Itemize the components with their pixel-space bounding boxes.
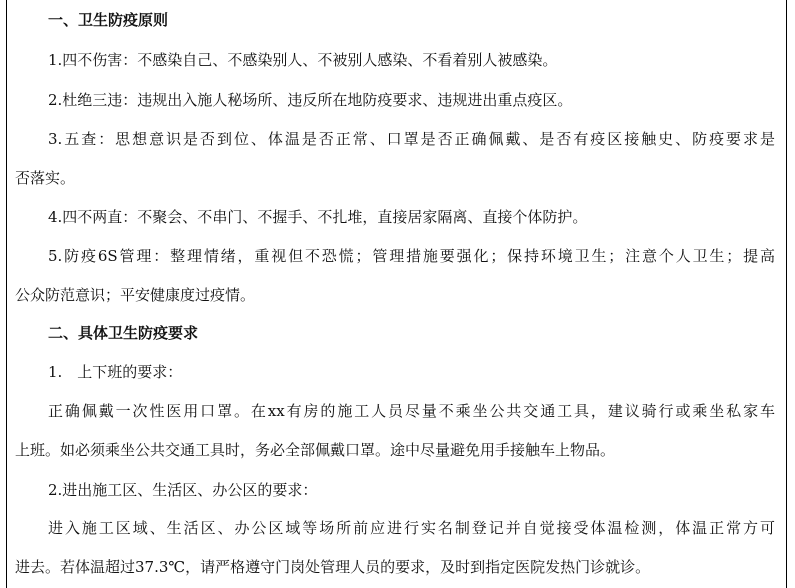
requirement-commute-para-line2: 上班。如必须乘坐公共交通工具时，务必全部佩戴口罩。途中尽量避免用手接触车上物品。 xyxy=(15,441,616,459)
requirement-commute-para-line1: 正确佩戴一次性医用口罩。在xx有房的施工人员尽量不乘坐公共交通工具，建议骑行或乘坐私家车 xyxy=(48,402,775,420)
requirement-zones-title: 2.进出施工区、生活区、办公区的要求： xyxy=(48,481,318,499)
principle-item-3-line1: 3.五查：思想意识是否到位、体温是否正常、口罩是否正确佩戴、是否有疫区接触史、防疫要求是 xyxy=(48,130,775,148)
principle-item-5-line1: 5.防疫6S管理：整理情绪，重视但不恐慌；管理措施要强化；保持环境卫生；注意个人卫生；提高 xyxy=(48,247,775,265)
principle-item-3-line2: 否落实。 xyxy=(15,169,76,187)
section-heading-principles: 一、卫生防疫原则 xyxy=(48,11,169,29)
requirement-commute-title: 1. 上下班的要求： xyxy=(48,363,183,381)
section-heading-requirements: 二、具体卫生防疫要求 xyxy=(48,324,199,342)
principle-item-5-line2: 公众防范意识；平安健康度过疫情。 xyxy=(15,286,256,304)
requirement-zones-para-line2: 进去。若体温超过37.3℃，请严格遵守门岗处管理人员的要求，及时到指定医院发热门诊就诊。 xyxy=(15,558,651,576)
requirement-zones-para-line1: 进入施工区域、生活区、办公区域等场所前应进行实名制登记并自觉接受体温检测，体温正常方可 xyxy=(48,519,775,537)
principle-item-1: 1.四不伤害：不感染自己、不感染别人、不被别人感染、不看着别人被感染。 xyxy=(48,51,558,69)
principle-item-4: 4.四不两直：不聚会、不串门、不握手、不扎堆，直接居家隔离、直接个体防护。 xyxy=(48,208,588,226)
principle-item-2: 2.杜绝三违：违规出入施人秘场所、违反所在地防疫要求、违规进出重点疫区。 xyxy=(48,91,573,109)
